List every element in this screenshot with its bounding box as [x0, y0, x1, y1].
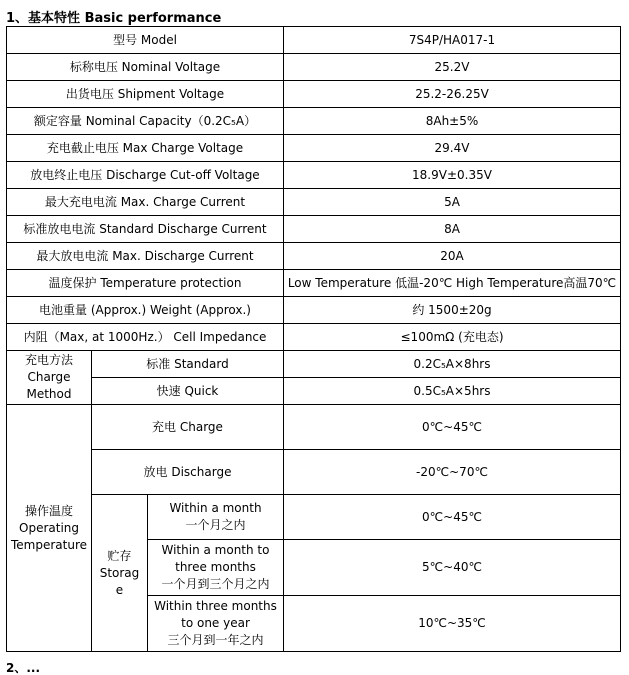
table-row: [7, 54, 621, 81]
storage-label: [92, 495, 148, 652]
table-row: [7, 243, 621, 270]
table-row: [7, 378, 621, 405]
storage-period-value: 5℃~40℃: [284, 540, 621, 596]
row-value-max-charge-current: 5A: [284, 189, 621, 216]
row-value-weight: 约 1500±20g: [284, 297, 621, 324]
charge-standard-label: 标准 Standard: [92, 351, 284, 378]
row-value-discharge-cutoff-voltage: 18.9V±0.35V: [284, 162, 621, 189]
row-label-standard-discharge-current: 标准放电电流 Standard Discharge Current: [7, 216, 284, 243]
row-label-nominal-capacity: 额定容量 Nominal Capacity（0.2C₅A）: [7, 108, 284, 135]
row-label-shipment-voltage: 出货电压 Shipment Voltage: [7, 81, 284, 108]
storage-period-value: 0℃~45℃: [284, 495, 621, 540]
row-value-nominal-capacity: 8Ah±5%: [284, 108, 621, 135]
next-section-heading-clipped: 2、...: [6, 661, 41, 675]
row-label-cell-impedance: 内阻（Max, at 1000Hz.） Cell Impedance: [7, 324, 284, 351]
operating-charge-value: 0℃~45℃: [284, 405, 621, 450]
row-label-nominal-voltage: 标称电压 Nominal Voltage: [7, 54, 284, 81]
charge-standard-value: 0.2C₅A×8hrs: [284, 351, 621, 378]
table-row: [7, 216, 621, 243]
storage-period-label-line: 三个月到一年之内: [167, 633, 264, 647]
charge-method-label: [7, 351, 92, 405]
operating-discharge-value: -20℃~70℃: [284, 450, 621, 495]
storage-period-label: [148, 540, 284, 596]
charge-quick-value: 0.5C₅A×5hrs: [284, 378, 621, 405]
operating-temperature-label-line: Temperature: [10, 537, 87, 552]
table-row: [7, 450, 621, 495]
storage-label-line: e: [115, 582, 124, 597]
charge-quick-label: 快速 Quick: [92, 378, 284, 405]
row-value-model: 7S4P/HA017-1: [284, 27, 621, 54]
section-title: 1、基本特性 Basic performance: [6, 11, 222, 26]
table-row: [7, 135, 621, 162]
table-row: [7, 108, 621, 135]
storage-period-label-line: Within a month to: [161, 543, 270, 557]
row-label-weight: 电池重量 (Approx.) Weight (Approx.): [7, 297, 284, 324]
operating-charge-label: 充电 Charge: [92, 405, 284, 450]
row-label-max-charge-current: 最大充电电流 Max. Charge Current: [7, 189, 284, 216]
row-label-max-discharge-current: 最大放电电流 Max. Discharge Current: [7, 243, 284, 270]
row-value-cell-impedance: ≤100mΩ (充电态): [284, 324, 621, 351]
charge-method-label-line: Method: [26, 387, 72, 401]
row-value-nominal-voltage: 25.2V: [284, 54, 621, 81]
operating-temperature-label-line: Operating: [19, 520, 79, 535]
row-label-max-charge-voltage: 充电截止电压 Max Charge Voltage: [7, 135, 284, 162]
storage-period-label-line: 一个月到三个月之内: [161, 577, 270, 591]
table-row: [7, 162, 621, 189]
table-row: [7, 324, 621, 351]
row-value-max-charge-voltage: 29.4V: [284, 135, 621, 162]
row-label-model: 型号 Model: [7, 27, 284, 54]
row-label-discharge-cutoff-voltage: 放电终止电压 Discharge Cut-off Voltage: [7, 162, 284, 189]
table-row: [7, 405, 621, 450]
storage-label-line: 贮存: [107, 548, 132, 563]
table-row: [7, 351, 621, 378]
row-value-standard-discharge-current: 8A: [284, 216, 621, 243]
table-row: [7, 495, 621, 540]
storage-period-label-line: Within a month: [169, 501, 262, 515]
row-value-shipment-voltage: 25.2-26.25V: [284, 81, 621, 108]
table-row: [7, 270, 621, 297]
next-section-fragment: [6, 660, 620, 675]
storage-period-label: [148, 596, 284, 652]
row-value-temperature-protection: Low Temperature 低温-20℃ High Temperature高温70℃: [284, 270, 621, 297]
operating-temperature-label-line: 操作温度: [24, 503, 73, 518]
storage-period-label-line: Within three months: [154, 599, 277, 613]
operating-discharge-label: 放电 Discharge: [92, 450, 284, 495]
table-row: [7, 81, 621, 108]
charge-method-label-line: 充电方法: [24, 353, 73, 367]
table-row: [7, 189, 621, 216]
row-value-max-discharge-current: 20A: [284, 243, 621, 270]
storage-period-value: 10℃~35℃: [284, 596, 621, 652]
storage-label-line: Storag: [99, 565, 140, 580]
row-label-temperature-protection: 温度保护 Temperature protection: [7, 270, 284, 297]
storage-period-label-line: 一个月之内: [185, 518, 246, 532]
basic-performance-table: [6, 26, 621, 652]
operating-temperature-label: [7, 405, 92, 652]
charge-method-label-line: Charge: [27, 370, 71, 384]
storage-period-label: [148, 495, 284, 540]
table-row: [7, 27, 621, 54]
storage-period-label-line: to one year: [181, 616, 250, 630]
table-row: [7, 297, 621, 324]
storage-period-label-line: three months: [175, 560, 256, 574]
